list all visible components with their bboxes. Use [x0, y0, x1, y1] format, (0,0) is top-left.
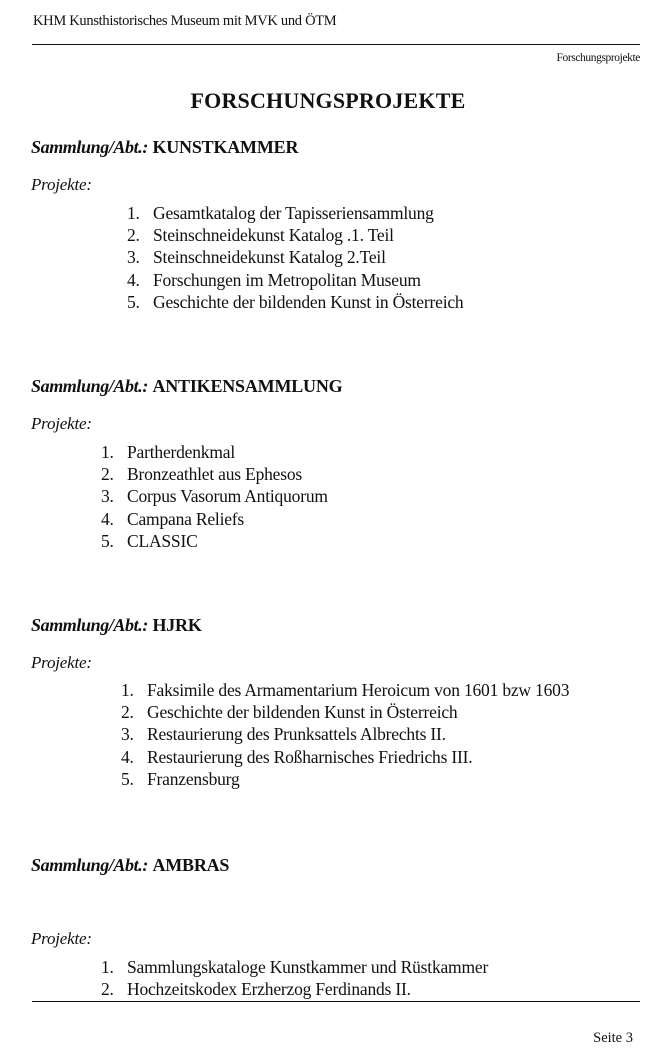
- item-text: Faksimile des Armamentarium Heroicum von 1601 bzw 1603: [147, 680, 570, 700]
- section-name: KUNSTKAMMER: [152, 137, 299, 157]
- item-number: 1.: [127, 203, 140, 223]
- list-item: [121, 723, 569, 745]
- item-number: 5.: [127, 291, 140, 312]
- list-item: [127, 291, 463, 313]
- section-label: Sammlung/Abt.:: [31, 615, 148, 635]
- item-text: Corpus Vasorum Antiquorum: [127, 486, 328, 507]
- project-list: [101, 441, 328, 552]
- item-text: Gesamtkatalog der Tapisseriensammlung: [153, 203, 434, 223]
- item-number: 5.: [121, 768, 134, 789]
- section-heading: [31, 137, 298, 158]
- list-item: [101, 463, 328, 485]
- list-item: [101, 530, 328, 552]
- section-heading: [31, 615, 202, 636]
- item-text: Geschichte der bildenden Kunst in Österreich: [153, 291, 464, 312]
- list-item: [101, 956, 488, 978]
- header-rule: [32, 44, 640, 45]
- item-number: 3.: [127, 247, 140, 268]
- item-number: 4.: [127, 269, 140, 290]
- projects-label: Projekte:: [31, 653, 92, 672]
- item-text: CLASSIC: [127, 530, 198, 551]
- item-text: Steinschneidekunst Katalog 2.Teil: [153, 247, 386, 268]
- projects-label: Projekte:: [31, 929, 92, 948]
- item-number: 1.: [101, 957, 114, 977]
- item-number: 2.: [121, 702, 134, 723]
- item-text: Geschichte der bildenden Kunst in Österreich: [147, 702, 458, 723]
- section-heading: [31, 376, 342, 397]
- item-number: 1.: [121, 680, 134, 700]
- item-text: Forschungen im Metropolitan Museum: [153, 269, 421, 290]
- list-item: [101, 485, 328, 507]
- item-number: 4.: [121, 746, 134, 767]
- section-heading: [31, 855, 229, 876]
- item-text: Campana Reliefs: [127, 508, 245, 529]
- list-item: [127, 202, 463, 224]
- item-text: Bronzeathlet aus Ephesos: [127, 464, 303, 485]
- section-name: AMBRAS: [152, 855, 230, 875]
- item-number: 4.: [101, 508, 114, 529]
- list-item: [127, 269, 463, 291]
- footer-rule: [32, 1001, 640, 1002]
- document-header: KHM Kunsthistorisches Museum mit MVK und ÖTM: [33, 13, 337, 29]
- list-item: [121, 701, 569, 723]
- item-text: Partherdenkmal: [127, 442, 235, 462]
- list-item: [101, 978, 488, 1000]
- section-name: ANTIKENSAMMLUNG: [152, 376, 343, 396]
- section-label: Sammlung/Abt.:: [31, 855, 148, 875]
- list-item: [121, 768, 569, 790]
- item-number: 3.: [101, 486, 114, 507]
- section-label: Sammlung/Abt.:: [31, 137, 148, 157]
- section-name: HJRK: [152, 615, 202, 635]
- page-number: Seite 3: [593, 1030, 633, 1046]
- project-list: [127, 202, 463, 313]
- section-label: Sammlung/Abt.:: [31, 376, 148, 396]
- item-text: Sammlungskataloge Kunstkammer und Rüstkammer: [127, 957, 489, 977]
- item-number: 3.: [121, 724, 134, 745]
- item-number: 2.: [101, 979, 114, 1000]
- list-item: [121, 746, 569, 768]
- item-text: Franzensburg: [147, 768, 240, 789]
- item-text: Hochzeitskodex Erzherzog Ferdinands II.: [127, 979, 411, 1000]
- list-item: [121, 679, 569, 701]
- item-number: 2.: [127, 225, 140, 246]
- running-head: Forschungsprojekte: [556, 52, 640, 64]
- item-text: Steinschneidekunst Katalog .1. Teil: [153, 225, 394, 246]
- project-list: [121, 679, 569, 790]
- list-item: [127, 246, 463, 268]
- item-text: Restaurierung des Prunksattels Albrechts II.: [147, 724, 446, 745]
- item-number: 2.: [101, 464, 114, 485]
- projects-label: Projekte:: [31, 414, 92, 433]
- item-number: 1.: [101, 442, 114, 462]
- item-number: 5.: [101, 530, 114, 551]
- projects-label: Projekte:: [31, 175, 92, 194]
- list-item: [101, 441, 328, 463]
- project-list: [101, 956, 488, 1000]
- list-item: [101, 508, 328, 530]
- list-item: [127, 224, 463, 246]
- item-text: Restaurierung des Roßharnisches Friedrichs III.: [147, 746, 473, 767]
- page-title: FORSCHUNGSPROJEKTE: [190, 88, 466, 113]
